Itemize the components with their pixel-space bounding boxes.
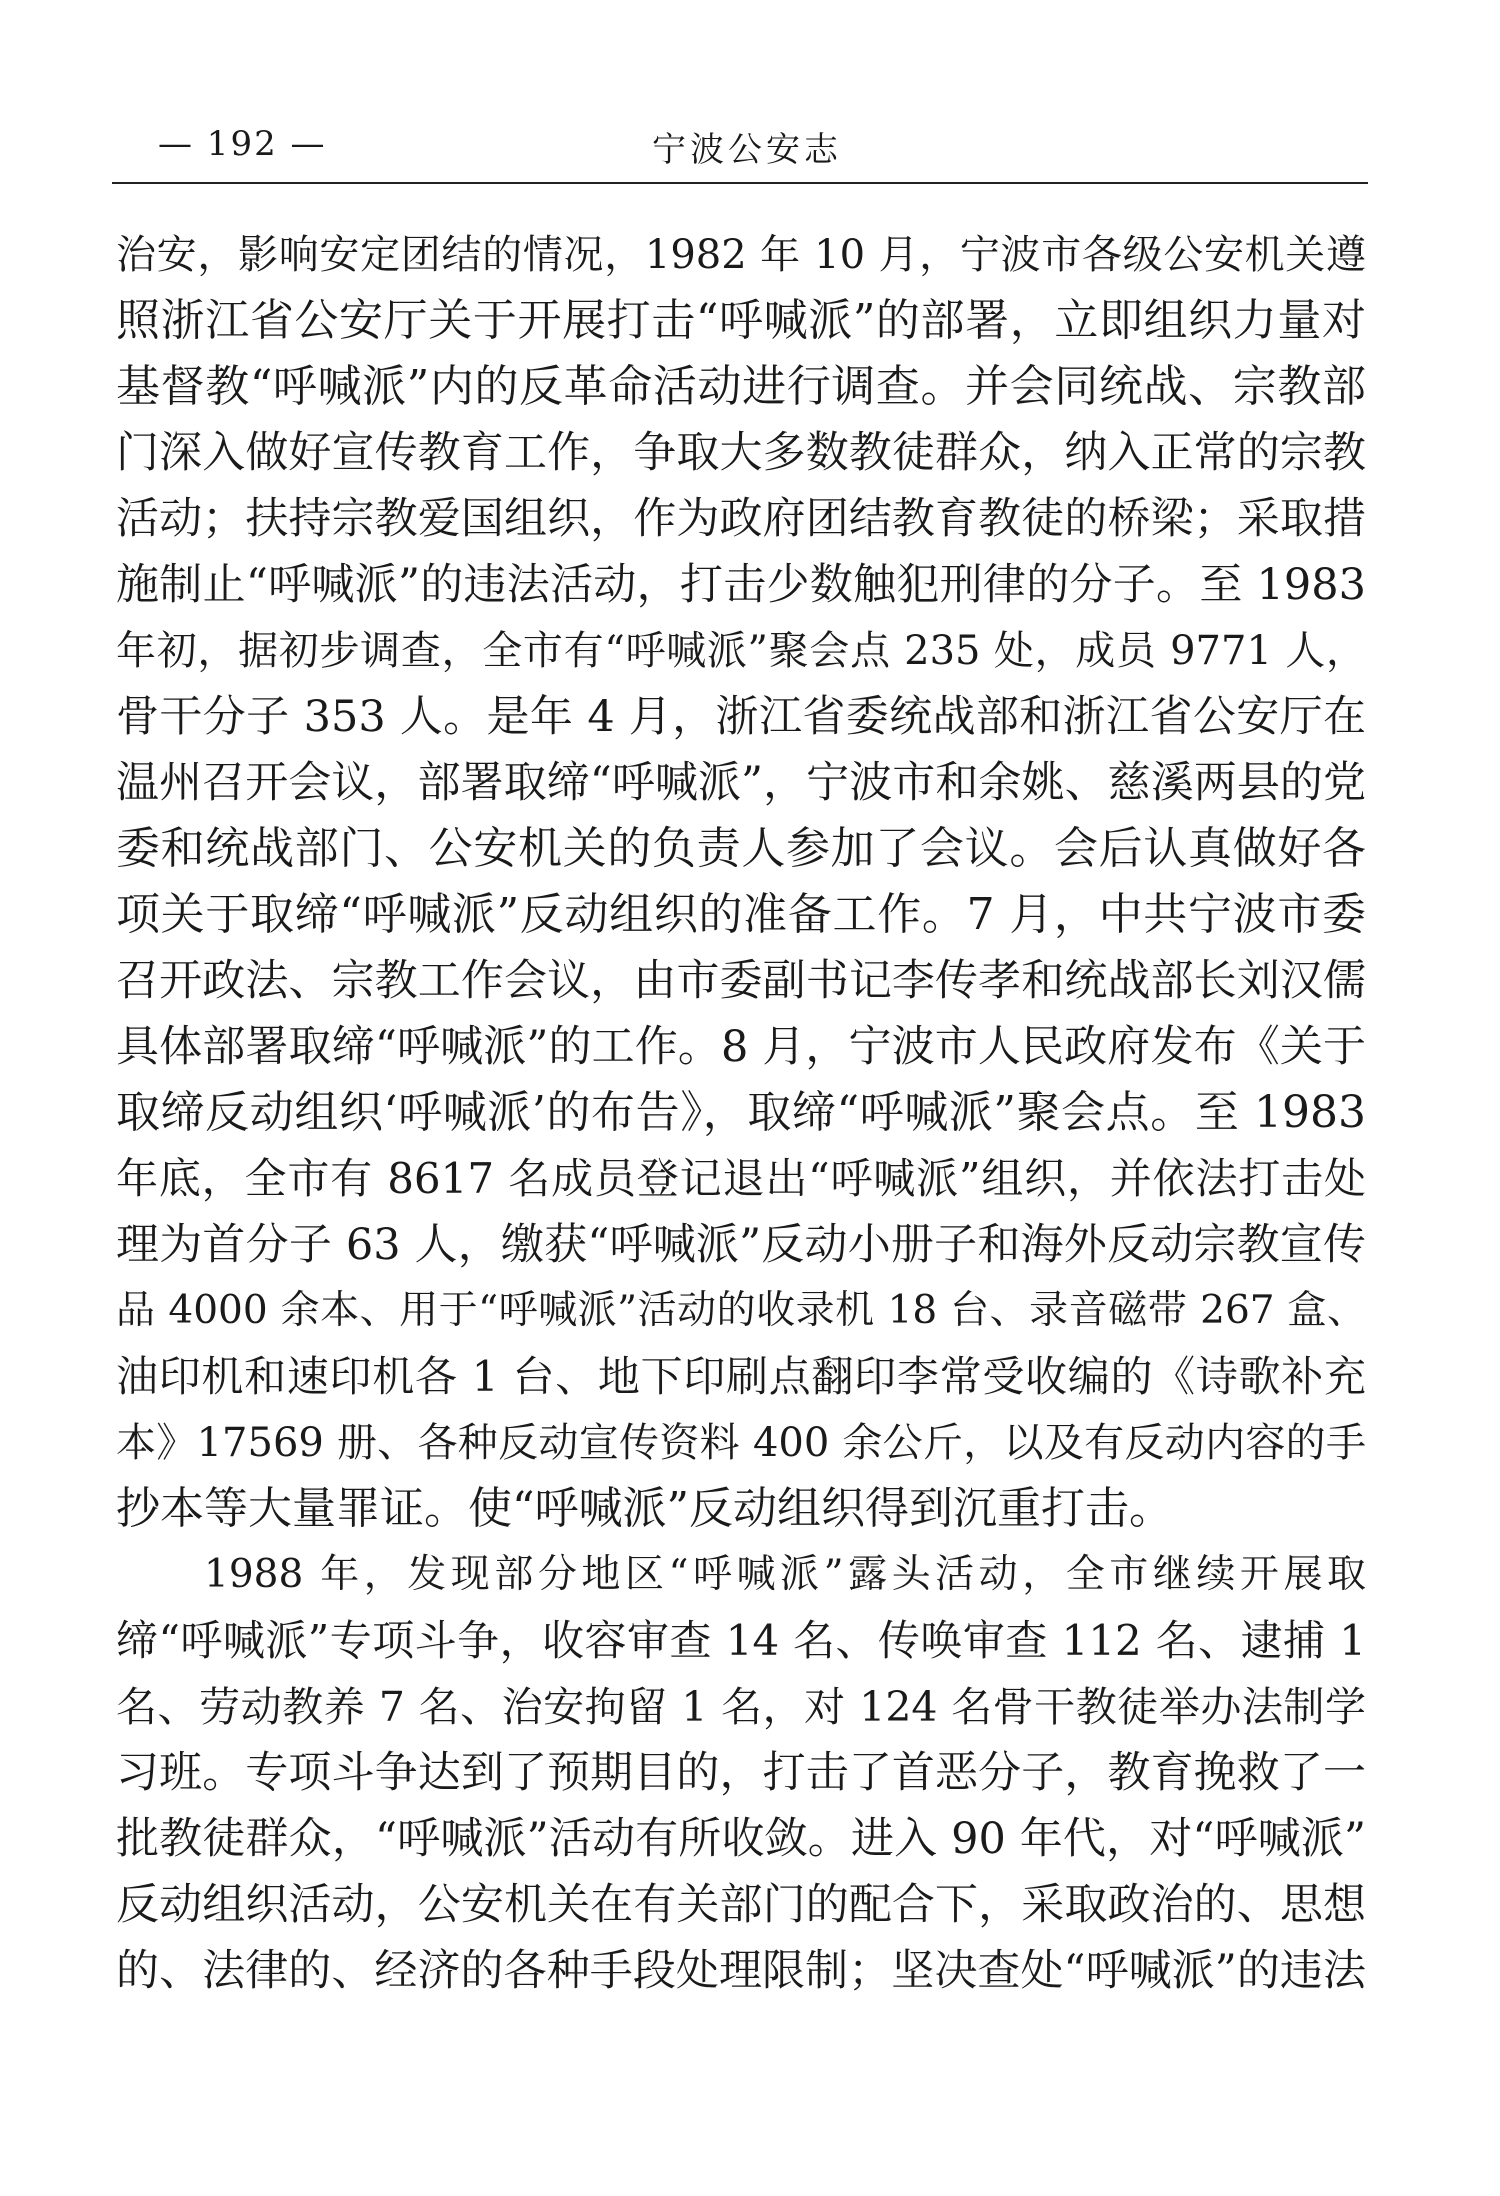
text-line: 照浙江省公安厅关于开展打击“呼喊派”的部署，立即组织力量对 xyxy=(116,295,1366,346)
text-line: 活动；扶持宗教爱国组织，作为政府团结教育教徒的桥梁；采取措 xyxy=(116,494,1366,544)
text-line: 本》17569 册、各种反动宣传资料 400 余公斤，以及有反动内容的手 xyxy=(116,1420,1366,1466)
text-line: 治安，影响安定团结的情况，1982 年 10 月，宁波市各级公安机关遵 xyxy=(116,232,1366,278)
text-line: 具体部署取缔“呼喊派”的工作。8 月，宁波市人民政府发布《关于 xyxy=(116,1022,1366,1072)
header-rule xyxy=(112,182,1368,184)
text-line: 门深入做好宣传教育工作，争取大多数教徒群众，纳入正常的宗教 xyxy=(116,428,1366,478)
text-line: 基督教“呼喊派”内的反革命活动进行调查。并会同统战、宗教部 xyxy=(116,361,1366,412)
text-line: 施制止“呼喊派”的违法活动，打击少数触犯刑律的分子。至 1983 xyxy=(116,560,1366,610)
paragraph-2 xyxy=(116,1542,1366,2004)
page-number: — 192 — xyxy=(158,124,327,164)
text-line: 习班。专项斗争达到了预期目的，打击了首恶分子，教育挽救了一 xyxy=(116,1748,1366,1798)
text-line: 年底，全市有 8617 名成员登记退出“呼喊派”组织，并依法打击处 xyxy=(116,1154,1366,1203)
paragraph-1 xyxy=(116,222,1366,1542)
text-line: 召开政法、宗教工作会议，由市委副书记李传孝和统战部长刘汉儒 xyxy=(116,956,1366,1006)
page-header xyxy=(112,118,1368,178)
text-line: 理为首分子 63 人，缴获“呼喊派”反动小册子和海外反动宗教宣传 xyxy=(116,1220,1366,1270)
text-line: 1988 年，发现部分地区“呼喊派”露头活动，全市继续开展取 xyxy=(204,1552,1366,1597)
text-line: 抄本等大量罪证。使“呼喊派”反动组织得到沉重打击。 xyxy=(116,1483,1173,1534)
text-line: 项关于取缔“呼喊派”反动组织的准备工作。7 月，中共宁波市委 xyxy=(116,889,1366,940)
text-line: 委和统战部门、公安机关的负责人参加了会议。会后认真做好各 xyxy=(116,823,1366,874)
text-line: 年初，据初步调查，全市有“呼喊派”聚会点 235 处，成员 9771 人， xyxy=(116,628,1366,674)
text-line: 名、劳动教养 7 名、治安拘留 1 名，对 124 名骨干教徒举办法制学 xyxy=(116,1683,1366,1731)
text-line: 反动组织活动，公安机关在有关部门的配合下，采取政治的、思想 xyxy=(116,1880,1366,1930)
text-line: 品 4000 余本、用于“呼喊派”活动的收录机 18 台、录音磁带 267 盒、 xyxy=(116,1288,1366,1333)
text-line: 取缔反动组织‘呼喊派’的布告》，取缔“呼喊派”聚会点。至 1983 xyxy=(116,1087,1366,1138)
text-line: 温州召开会议，部署取缔“呼喊派”，宁波市和余姚、慈溪两县的党 xyxy=(116,758,1366,808)
text-line: 缔“呼喊派”专项斗争，收容审查 14 名、传唤审查 112 名、逮捕 1 xyxy=(116,1616,1366,1665)
text-line: 的、法律的、经济的各种手段处理限制；坚决查处“呼喊派”的违法 xyxy=(116,1946,1366,1996)
text-line: 批教徒群众，“呼喊派”活动有所收敛。进入 90 年代，对“呼喊派” xyxy=(116,1814,1366,1864)
text-line: 骨干分子 353 人。是年 4 月，浙江省委统战部和浙江省公安厅在 xyxy=(116,692,1366,742)
text-line: 油印机和速印机各 1 台、地下印刷点翻印李常受收编的《诗歌补充 xyxy=(116,1352,1366,1401)
running-title: 宁波公安志 xyxy=(652,130,842,170)
body-text xyxy=(116,222,1366,2004)
